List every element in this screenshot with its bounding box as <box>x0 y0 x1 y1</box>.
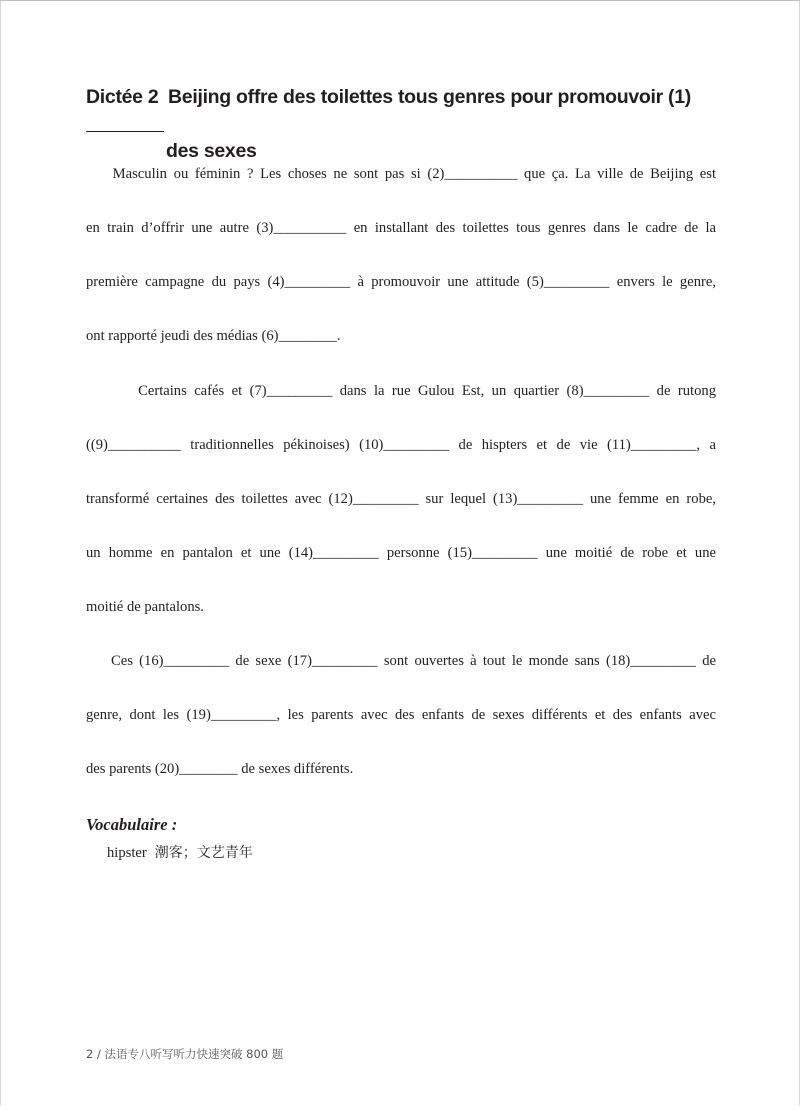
dictation-number: Dictée 2 <box>86 86 159 108</box>
paragraph-2 <box>86 364 716 634</box>
paragraph-line: Ces (16)_________ de sexe (17)_________ sont ouvertes à tout le monde sans (18)_________ de <box>86 653 716 669</box>
paragraph-line: Masculin ou féminin ? Les choses ne sont pas si (2)__________ que ça. La ville de Beijing est <box>86 166 716 182</box>
vocabulary-term: hipster <box>107 845 147 861</box>
page-footer: 2 / 法语专八听写听力快速突破 800 题 <box>86 1047 284 1061</box>
vocabulary-item <box>107 842 253 862</box>
paragraph-line: ont rapporté jeudi des médias (6)________. <box>86 328 341 344</box>
paragraph-line: un homme en pantalon et une (14)_________ personne (15)_________ une moitié de robe et une <box>86 545 716 561</box>
vocabulary-heading: Vocabulaire : <box>86 815 178 834</box>
title-blank <box>86 113 164 132</box>
paragraph-line: des parents (20)________ de sexes différents. <box>86 761 354 777</box>
paragraph-line: en train d’offrir une autre (3)__________ en installant des toilettes tous genres dans le cadre de la <box>86 220 716 236</box>
paragraph-1 <box>86 147 716 363</box>
paragraph-3 <box>86 634 716 796</box>
paragraph-line: première campagne du pays (4)_________ à promouvoir une attitude (5)_________ envers le genre, <box>86 274 716 290</box>
paragraph-line: genre, dont les (19)_________, les parents avec des enfants de sexes différents et des enfants avec <box>86 707 716 723</box>
paragraph-line: Certains cafés et (7)_________ dans la rue Gulou Est, un quartier (8)_________ de rutong <box>86 383 716 399</box>
vocabulary-translation: 潮客；文艺青年 <box>154 845 253 861</box>
paragraph-line: ((9)__________ traditionnelles pékinoises) (10)_________ de hispters et de vie (11)_________, a <box>86 437 716 453</box>
title-line-2: des sexes <box>166 140 257 162</box>
title-line-1: Beijing offre des toilettes tous genres pour promouvoir (1) <box>168 86 691 108</box>
paragraph-line: transformé certaines des toilettes avec (12)_________ sur lequel (13)_________ une femme en robe, <box>86 491 716 507</box>
paragraph-line: moitié de pantalons. <box>86 599 204 615</box>
